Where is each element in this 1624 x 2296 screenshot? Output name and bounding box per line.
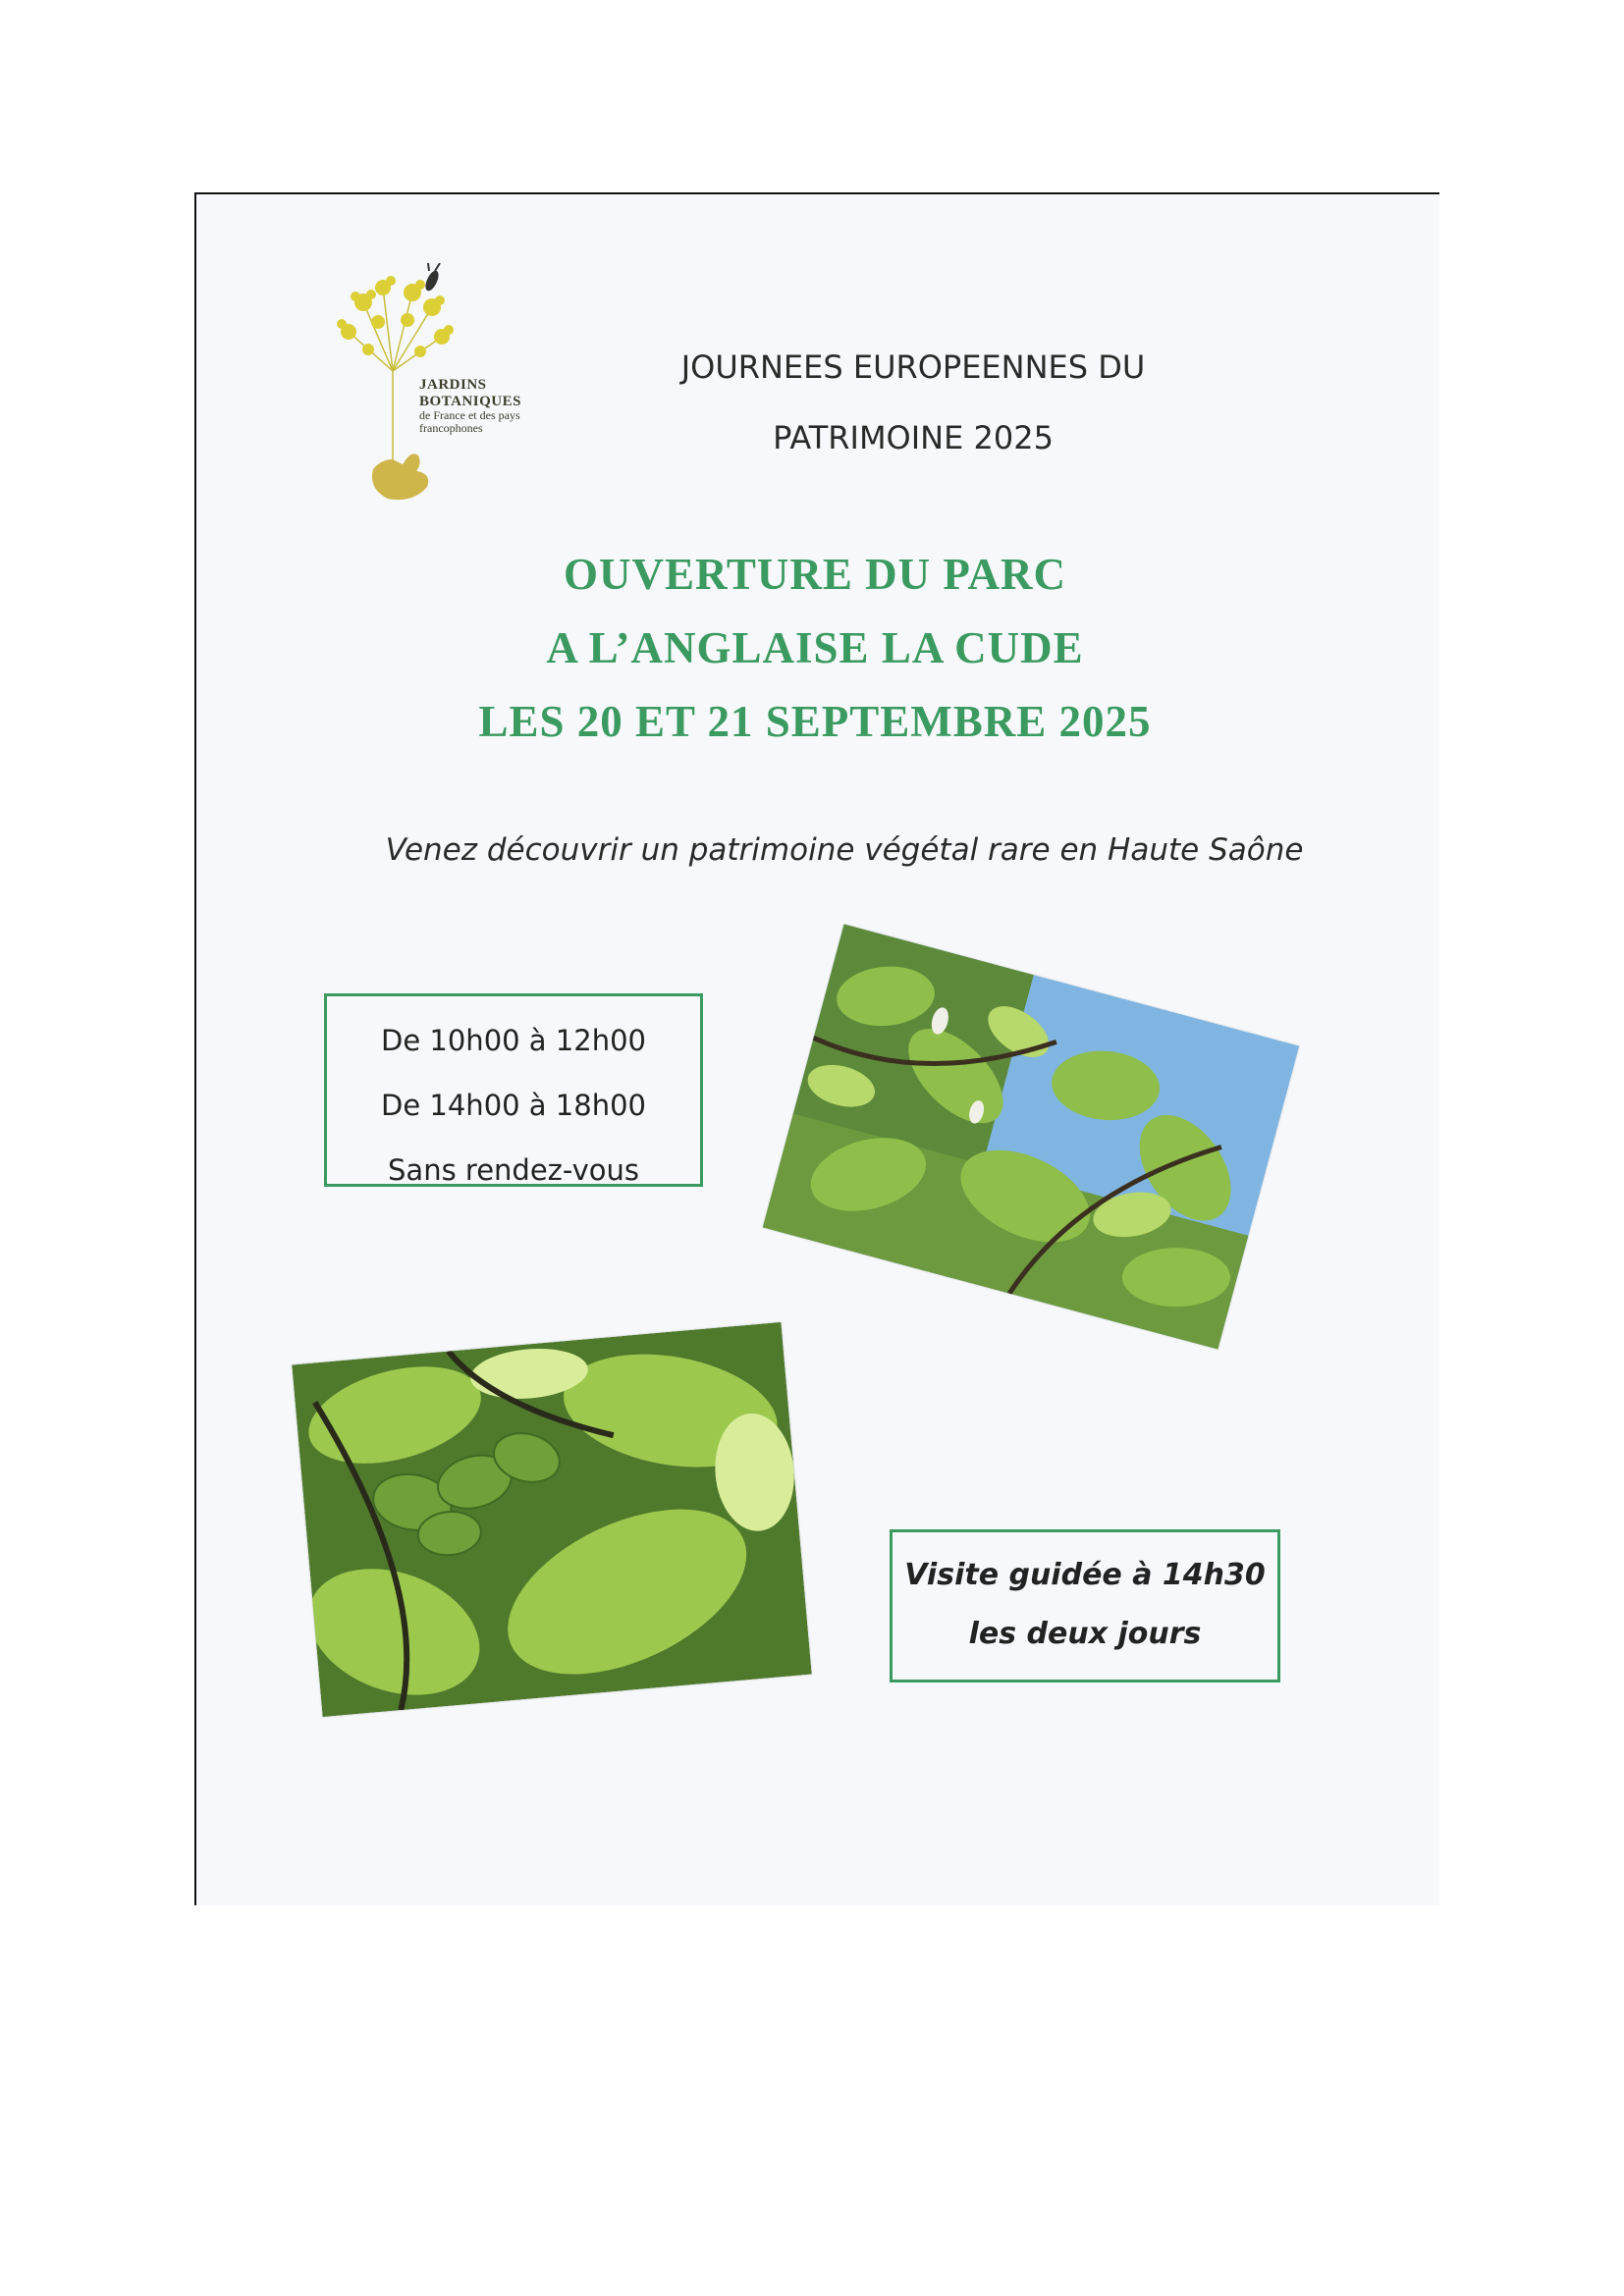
green-fruits-image [292, 1322, 811, 1717]
jardins-botaniques-logo [334, 263, 569, 508]
title-line-3: LES 20 ET 21 SEPTEMBRE 2025 [478, 697, 1152, 746]
poster-page [194, 192, 1439, 1905]
event-header [638, 332, 1188, 473]
photo-green-fruits [292, 1322, 811, 1717]
hours-note: Sans rendez-vous [388, 1153, 639, 1187]
logo-line-2: BOTANIQUES [419, 393, 521, 409]
logo-line-1: JARDINS [419, 377, 487, 393]
logo-line-3: de France et des pays [419, 408, 520, 422]
header-line-2: PATRIMOINE 2025 [773, 419, 1054, 456]
opening-hours-box [324, 993, 703, 1187]
tour-line-2: les deux jours [968, 1617, 1202, 1651]
logo-line-4: francophones [419, 421, 483, 436]
hours-afternoon: De 14h00 à 18h00 [381, 1089, 646, 1122]
hours-morning: De 10h00 à 12h00 [381, 1024, 646, 1057]
tour-line-1: Visite guidée à 14h30 [904, 1558, 1266, 1592]
main-title [363, 538, 1267, 759]
photo-leaves-sky [763, 924, 1299, 1349]
guided-tour-box [890, 1529, 1280, 1682]
header-line-1: JOURNEES EUROPEENNES DU [680, 348, 1146, 386]
logo-text [419, 377, 567, 435]
title-line-2: A L’ANGLAISE LA CUDE [546, 623, 1084, 672]
tagline: Venez découvrir un patrimoine végétal rare en Haute Saône [385, 832, 1304, 868]
leaves-sky-image [763, 924, 1299, 1349]
title-line-1: OUVERTURE DU PARC [563, 550, 1067, 599]
